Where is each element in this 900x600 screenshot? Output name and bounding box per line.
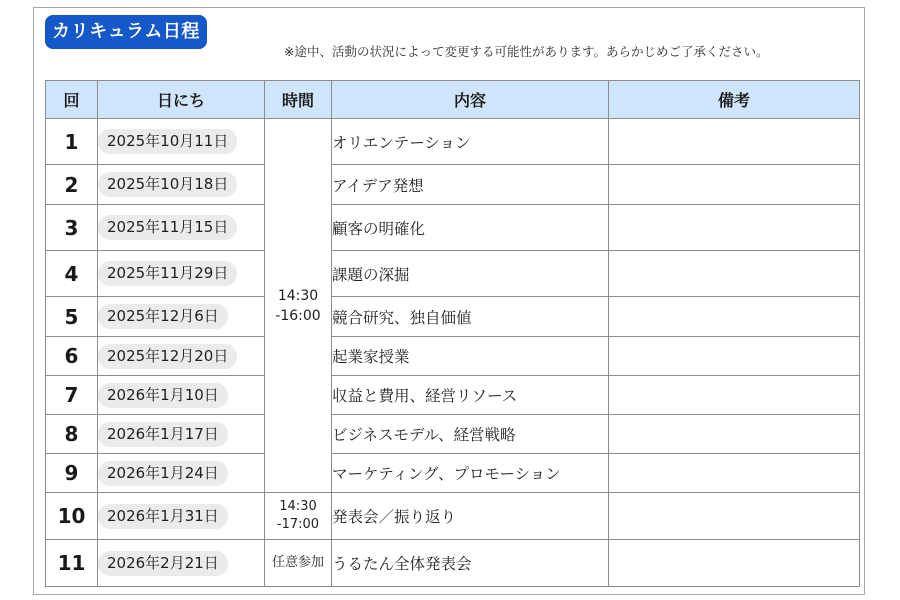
session-date-cell: [98, 337, 265, 376]
time-start: 14:30: [279, 499, 317, 514]
session-content: オリエンテーション: [332, 119, 609, 165]
session-date: 2025年10月18日: [98, 172, 237, 197]
session-time-block: [265, 493, 332, 540]
session-number: 2: [46, 165, 98, 205]
session-remarks: [609, 454, 860, 493]
session-time-optional: 任意参加: [265, 540, 332, 587]
session-date: 2026年1月17日: [98, 422, 228, 447]
table-row: [46, 493, 860, 540]
session-number: 3: [46, 205, 98, 251]
table-row: [46, 376, 860, 415]
time-start: 14:30: [277, 287, 319, 304]
column-header-date: 日にち: [98, 81, 265, 119]
session-content: ビジネスモデル、経営戦略: [332, 415, 609, 454]
table-row: [46, 251, 860, 297]
session-content: アイデア発想: [332, 165, 609, 205]
session-number: 9: [46, 454, 98, 493]
session-number: 5: [46, 297, 98, 337]
session-remarks: [609, 251, 860, 297]
session-number: 11: [46, 540, 98, 587]
table-row: [46, 205, 860, 251]
session-date: 2025年10月11日: [98, 129, 237, 154]
session-content: うるたん全体発表会: [332, 540, 609, 587]
session-content: 起業家授業: [332, 337, 609, 376]
session-remarks: [609, 540, 860, 587]
session-date-cell: [98, 205, 265, 251]
session-date: 2025年11月29日: [98, 261, 237, 286]
session-remarks: [609, 297, 860, 337]
table-row: [46, 297, 860, 337]
table-row: [46, 540, 860, 587]
session-remarks: [609, 119, 860, 165]
session-date: 2026年1月10日: [98, 383, 228, 408]
session-date: 2025年12月20日: [98, 344, 237, 369]
schedule-note: ※途中、活動の状況によって変更する可能性があります。あらかじめご了承ください。: [284, 44, 769, 59]
column-header-time: 時間: [265, 81, 332, 119]
column-header-remarks: 備考: [609, 81, 860, 119]
session-remarks: [609, 415, 860, 454]
session-number: 6: [46, 337, 98, 376]
session-number: 1: [46, 119, 98, 165]
session-content: 課題の深掘: [332, 251, 609, 297]
session-date-cell: [98, 165, 265, 205]
page-title: カリキュラム日程: [45, 15, 207, 49]
session-date-cell: [98, 251, 265, 297]
session-date-cell: [98, 297, 265, 337]
session-content: 収益と費用、経営リソース: [332, 376, 609, 415]
session-date-cell: [98, 493, 265, 540]
session-number: 10: [46, 493, 98, 540]
session-content: 顧客の明確化: [332, 205, 609, 251]
table-header-row: [46, 81, 860, 119]
session-remarks: [609, 376, 860, 415]
session-content: 発表会／振り返り: [332, 493, 609, 540]
session-number: 7: [46, 376, 98, 415]
table-row: [46, 119, 860, 165]
column-header-content: 内容: [332, 81, 609, 119]
session-date-cell: [98, 376, 265, 415]
session-remarks: [609, 165, 860, 205]
session-number: 4: [46, 251, 98, 297]
schedule-table: [45, 80, 860, 587]
session-date: 2025年12月6日: [98, 304, 228, 329]
session-date: 2026年2月21日: [98, 551, 228, 576]
session-time-block: [265, 119, 332, 493]
session-content: 競合研究、独自価値: [332, 297, 609, 337]
time-end: -16:00: [275, 307, 321, 324]
session-date-cell: [98, 454, 265, 493]
session-date: 2026年1月31日: [98, 504, 228, 529]
session-date: 2026年1月24日: [98, 461, 228, 486]
column-header-session: 回: [46, 81, 98, 119]
table-row: [46, 415, 860, 454]
time-end: -17:00: [276, 517, 320, 532]
session-remarks: [609, 205, 860, 251]
session-number: 8: [46, 415, 98, 454]
session-date-cell: [98, 119, 265, 165]
session-remarks: [609, 493, 860, 540]
table-row: [46, 337, 860, 376]
session-date-cell: [98, 415, 265, 454]
table-row: [46, 454, 860, 493]
session-date: 2025年11月15日: [98, 215, 237, 240]
session-remarks: [609, 337, 860, 376]
session-content: マーケティング、プロモーション: [332, 454, 609, 493]
table-row: [46, 165, 860, 205]
session-date-cell: [98, 540, 265, 587]
